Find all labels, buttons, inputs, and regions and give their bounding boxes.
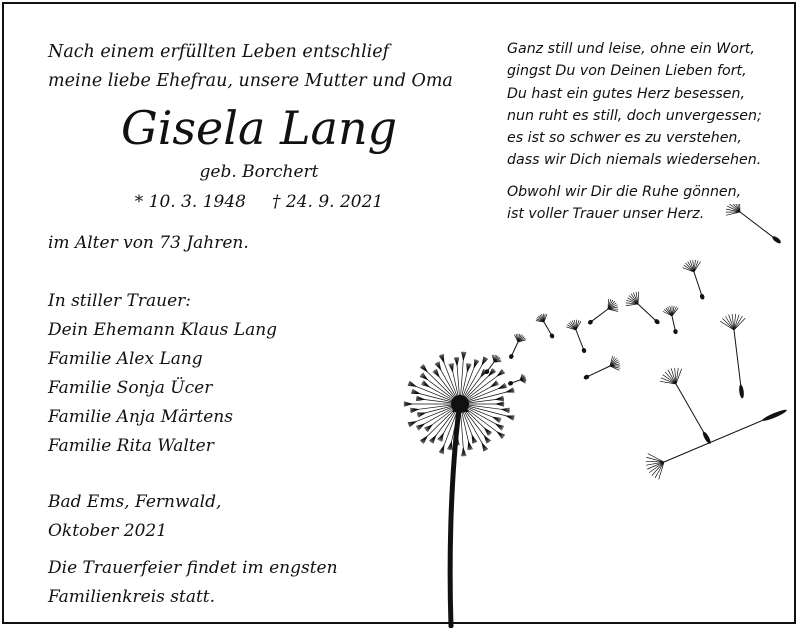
- obituary-frame: [2, 2, 796, 624]
- poem-line: es ist so schwer es zu verstehen,: [507, 130, 742, 147]
- place-line: Bad Ems, Fernwald,: [48, 492, 222, 512]
- death-date: † 24. 9. 2021: [272, 192, 384, 212]
- deceased-name: Gisela Lang: [120, 101, 398, 155]
- mourner-name: Familie Sonja Ücer: [48, 378, 213, 398]
- flying-seed: [683, 260, 705, 300]
- flying-seed: [646, 408, 788, 479]
- mourners-list: [48, 287, 277, 461]
- poem-line: gingst Du von Deinen Lieben fort,: [507, 63, 747, 80]
- ceremony-line-1: Die Trauerfeier findet im engsten: [48, 558, 338, 578]
- mourner-name: Familie Anja Märtens: [48, 407, 233, 427]
- intro-line-1: Nach einem erfüllten Leben entschlief: [48, 42, 390, 62]
- flying-seed: [536, 314, 555, 339]
- flying-seed: [508, 374, 526, 386]
- flying-seed: [508, 334, 525, 360]
- mourners-heading: In stiller Trauer:: [48, 291, 191, 311]
- birth-date: * 10. 3. 1948: [134, 192, 246, 212]
- poem-line: Obwohl wir Dir die Ruhe gönnen,: [507, 183, 742, 200]
- flying-seed: [567, 320, 587, 354]
- poem-line: nun ruht es still, doch unvergessen;: [507, 107, 762, 124]
- place-date: [48, 488, 221, 546]
- dandelion-icon: [384, 204, 800, 628]
- intro-text: [48, 38, 488, 96]
- flying-seed: [583, 356, 620, 380]
- mourner-name: Familie Rita Walter: [48, 436, 214, 456]
- flying-seed: [587, 299, 618, 325]
- flying-seeds: [484, 204, 788, 479]
- month-line: Oktober 2021: [48, 521, 168, 541]
- poem-line: ist voller Trauer unser Herz.: [507, 206, 705, 223]
- maiden-name: geb. Borchert: [199, 162, 319, 182]
- seed-tuft: [468, 442, 469, 450]
- mourner-name: Familie Alex Lang: [48, 349, 203, 369]
- flying-seed: [663, 306, 678, 335]
- ceremony-line-2: Familienkreis statt.: [48, 587, 216, 607]
- seed-tuft: [453, 364, 454, 372]
- mourner-name: Dein Ehemann Klaus Lang: [48, 320, 278, 340]
- seed-tuft: [443, 354, 444, 362]
- flying-seed: [660, 368, 712, 445]
- age-text: im Alter von 73 Jahren.: [48, 233, 249, 253]
- flying-seed: [626, 292, 661, 325]
- poem-line: dass wir Dich niemals wiedersehen.: [507, 152, 762, 169]
- intro-line-2: meine liebe Ehefrau, unsere Mutter und Oma: [48, 71, 453, 91]
- poem-stanza-1: [507, 38, 792, 172]
- flying-seed: [726, 204, 782, 245]
- poem-line: Ganz still und leise, ohne ein Wort,: [507, 41, 755, 57]
- poem-line: Du hast ein gutes Herz besessen,: [507, 85, 745, 102]
- flying-seed: [721, 314, 746, 399]
- poem: [507, 38, 792, 225]
- ceremony-note: [48, 554, 338, 612]
